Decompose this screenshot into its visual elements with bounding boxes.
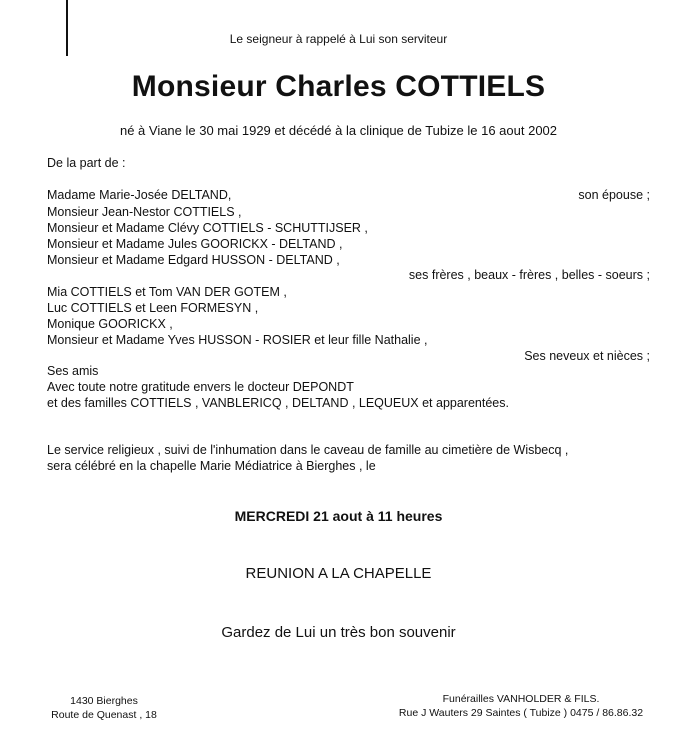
families-line: et des familles COTTIELS , VANBLERICQ , DELTAND , LEQUEUX et apparentées. bbox=[47, 396, 509, 410]
footer-right-line-1: Funérailles VANHOLDER & FILS. bbox=[442, 693, 600, 705]
souvenir-line: Gardez de Lui un très bon souvenir bbox=[221, 624, 456, 641]
deceased-name: Monsieur Charles COTTIELS bbox=[131, 70, 546, 103]
reunion-notice: REUNION A LA CHAPELLE bbox=[245, 565, 432, 582]
nephew-line: Monsieur et Madame Yves HUSSON - ROSIER et leur fille Nathalie , bbox=[47, 333, 428, 347]
margin-rule bbox=[66, 0, 68, 56]
siblings-role: ses frères , beaux - frères , belles - soeurs ; bbox=[408, 268, 650, 282]
footer-address-left bbox=[46, 694, 162, 722]
spouse-line: Madame Marie-Josée DELTAND, bbox=[47, 188, 232, 202]
service-date: MERCREDI 21 aout à 11 heures bbox=[234, 508, 443, 524]
sibling-line: Monsieur et Madame Jules GOORICKX - DELTAND , bbox=[47, 237, 343, 251]
sibling-line: Monsieur et Madame Clévy COTTIELS - SCHUTTIJSER , bbox=[47, 221, 368, 235]
footer-right-line-2: Rue J Wauters 29 Saintes ( Tubize ) 0475 / 86.86.32 bbox=[398, 707, 644, 719]
nephew-line: Monique GOORICKX , bbox=[47, 317, 173, 331]
footer-left-line-1: 1430 Bierghes bbox=[70, 695, 138, 707]
nephew-line: Mia COTTIELS et Tom VAN DER GOTEM , bbox=[47, 285, 287, 299]
friends-line: Ses amis bbox=[47, 364, 99, 378]
spouse-role: son épouse ; bbox=[578, 188, 650, 202]
footer-left-line-2: Route de Quenast , 18 bbox=[51, 709, 157, 721]
sibling-line: Monsieur Jean-Nestor COTTIELS , bbox=[47, 205, 242, 219]
de-la-part-label: De la part de : bbox=[47, 156, 126, 170]
nephews-role: Ses neveux et nièces ; bbox=[524, 349, 650, 363]
service-line-2: sera célébré en la chapelle Marie Médiatrice à Bierghes , le bbox=[47, 459, 376, 473]
intro-line: Le seigneur à rappelé à Lui son serviteur bbox=[229, 32, 448, 46]
gratitude-line: Avec toute notre gratitude envers le docteur DEPONDT bbox=[47, 380, 354, 394]
nephew-line: Luc COTTIELS et Leen FORMESYN , bbox=[47, 301, 259, 315]
service-line-1: Le service religieux , suivi de l'inhumation dans le caveau de famille au cimetière de Wisbecq , bbox=[47, 443, 569, 457]
sibling-line: Monsieur et Madame Edgard HUSSON - DELTAND , bbox=[47, 253, 340, 267]
footer-funeral-home bbox=[388, 692, 654, 720]
birth-death-line: né à Viane le 30 mai 1929 et décédé à la clinique de Tubize le 16 aout 2002 bbox=[119, 123, 558, 138]
